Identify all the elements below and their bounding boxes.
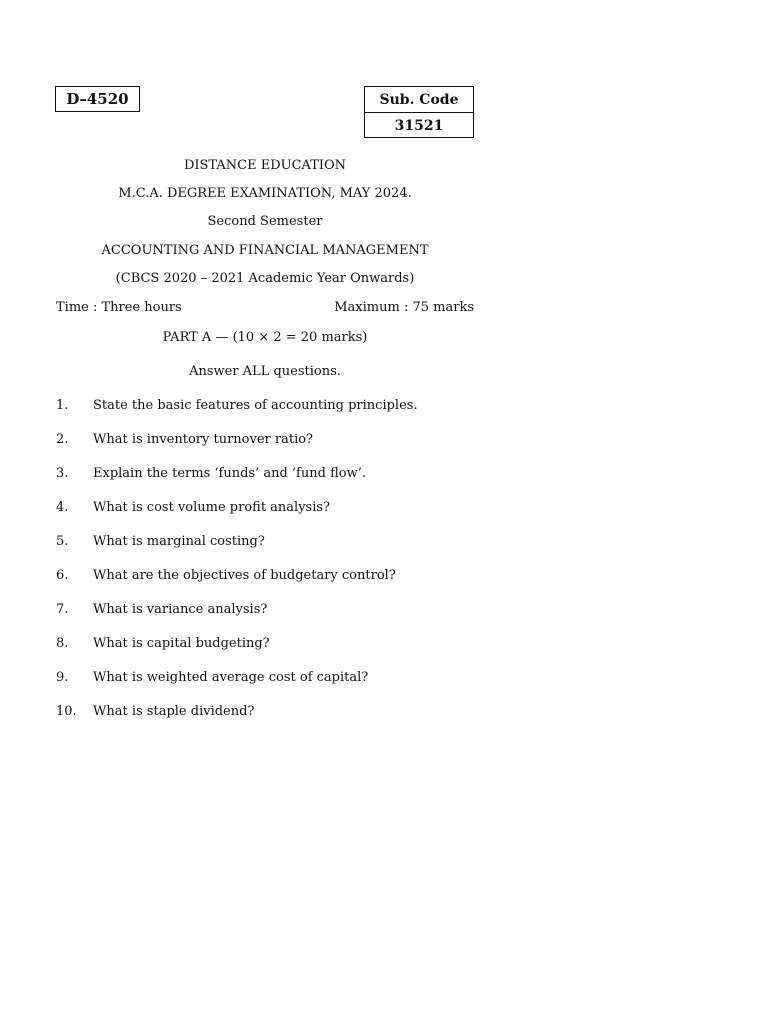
question-item: [56, 704, 516, 738]
exam-title: M.C.A. DEGREE EXAMINATION, MAY 2024.: [118, 186, 412, 201]
question-number: 4.: [56, 500, 69, 515]
question-number: 8.: [56, 636, 69, 651]
scheme-note: (CBCS 2020 – 2021 Academic Year Onwards): [115, 271, 415, 286]
part-a-heading: PART A — (10 × 2 = 20 marks): [162, 330, 368, 345]
question-item: [56, 602, 516, 636]
question-number: 10.: [56, 704, 77, 719]
question-text: What is weighted average cost of capital?: [93, 670, 369, 685]
question-number: 5.: [56, 534, 69, 549]
question-item: [56, 500, 516, 534]
time-allowed: Time : Three hours: [56, 300, 182, 315]
semester: Second Semester: [207, 214, 323, 229]
question-list: [56, 398, 516, 738]
maximum-marks: Maximum : 75 marks: [334, 300, 474, 315]
question-item: [56, 432, 516, 466]
question-text: What is cost volume profit analysis?: [93, 500, 331, 515]
institution-title: DISTANCE EDUCATION: [183, 158, 347, 173]
exam-info-row: [56, 300, 474, 315]
question-number: 2.: [56, 432, 69, 447]
question-text: Explain the terms ‘funds’ and ‘fund flow’.: [93, 466, 366, 481]
sub-code-value: 31521: [365, 112, 473, 138]
question-text: What is inventory turnover ratio?: [93, 432, 314, 447]
paper-code-box: [55, 86, 140, 112]
sub-code-box: [364, 86, 474, 138]
question-number: 6.: [56, 568, 69, 583]
question-text: What is staple dividend?: [93, 704, 255, 719]
subject-title: ACCOUNTING AND FINANCIAL MANAGEMENT: [101, 243, 429, 258]
sub-code-label: Sub. Code: [379, 91, 459, 108]
question-text: What are the objectives of budgetary control?: [93, 568, 396, 583]
question-number: 7.: [56, 602, 69, 617]
question-text: State the basic features of accounting principles.: [93, 398, 418, 413]
question-text: What is capital budgeting?: [93, 636, 270, 651]
question-text: What is variance analysis?: [93, 602, 268, 617]
question-item: [56, 636, 516, 670]
part-a-instruction: Answer ALL questions.: [189, 364, 341, 379]
paper-code: D–4520: [66, 90, 129, 108]
question-item: [56, 534, 516, 568]
question-item: [56, 398, 516, 432]
question-number: 3.: [56, 466, 69, 481]
question-item: [56, 670, 516, 704]
question-number: 9.: [56, 670, 69, 685]
question-item: [56, 466, 516, 500]
question-number: 1.: [56, 398, 69, 413]
question-text: What is marginal costing?: [93, 534, 265, 549]
question-item: [56, 568, 516, 602]
